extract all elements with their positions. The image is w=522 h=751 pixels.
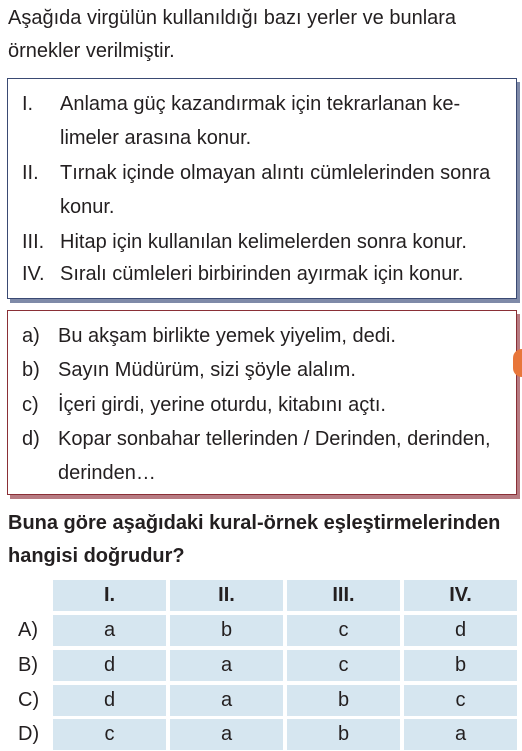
rules-box [7, 78, 517, 299]
example-item [22, 388, 506, 422]
table-cell: b [170, 615, 283, 646]
example-item [22, 319, 506, 353]
rule-item [22, 156, 506, 224]
rule-label: I. [22, 93, 34, 115]
table-cell: b [287, 719, 400, 750]
rule-text: Sıralı cümleleri birbirinden ayırmak için konur. [60, 263, 464, 285]
question-text: Buna göre aşağıdaki kural-örnek eşleştirmelerinden hangisi doğrudur? [8, 512, 501, 567]
table-header-cell: II. [170, 580, 283, 611]
option-d-label[interactable]: D) [18, 723, 40, 745]
example-label: a) [22, 325, 40, 347]
rule-label: II. [22, 162, 39, 184]
option-a-label[interactable]: A) [18, 619, 38, 641]
example-text: İçeri girdi, yerine oturdu, kitabını açtı. [58, 394, 386, 416]
table-cell: a [170, 685, 283, 716]
example-label: c) [22, 394, 39, 416]
example-item [22, 422, 506, 490]
table-cell: a [170, 650, 283, 681]
rule-label: IV. [22, 263, 45, 285]
rule-label: III. [22, 231, 45, 253]
table-cell: c [404, 685, 517, 716]
example-label: b) [22, 359, 40, 381]
table-cell: d [53, 685, 166, 716]
table-header-cell: III. [287, 580, 400, 611]
example-text: Kopar sonbahar tellerinden / Derinden, derinden, derinden… [58, 428, 491, 484]
option-b-label[interactable]: B) [18, 654, 38, 676]
table-cell: b [287, 685, 400, 716]
example-text: Bu akşam birlikte yemek yiyelim, dedi. [58, 325, 396, 347]
example-label: d) [22, 428, 40, 450]
rule-item [22, 87, 506, 155]
table-cell: c [287, 650, 400, 681]
table-cell: b [404, 650, 517, 681]
table-cell: d [404, 615, 517, 646]
table-cell: c [53, 719, 166, 750]
table-header-cell: I. [53, 580, 166, 611]
table-cell: c [287, 615, 400, 646]
examples-box [7, 310, 517, 495]
table-cell: d [53, 650, 166, 681]
intro-text: Aşağıda virgülün kullanıldığı bazı yerler ve bunlara örnekler verilmiştir. [8, 7, 457, 62]
rule-text: Tırnak içinde olmayan alıntı cümlelerinden sonra konur. [60, 162, 491, 218]
page-edge-tab [513, 349, 522, 377]
rule-text: Anlama güç kazandırmak için tekrarlanan kelimeler arasına konur. [60, 93, 461, 149]
rule-text: Hitap için kullanılan kelimelerden sonra konur. [60, 231, 467, 253]
table-header-cell: IV. [404, 580, 517, 611]
example-item [22, 353, 506, 387]
table-cell: a [53, 615, 166, 646]
example-text: Sayın Müdürüm, sizi şöyle alalım. [58, 359, 356, 381]
rule-item [22, 257, 506, 291]
rule-item [22, 225, 506, 259]
table-cell: a [170, 719, 283, 750]
table-cell: a [404, 719, 517, 750]
option-c-label[interactable]: C) [18, 689, 40, 711]
